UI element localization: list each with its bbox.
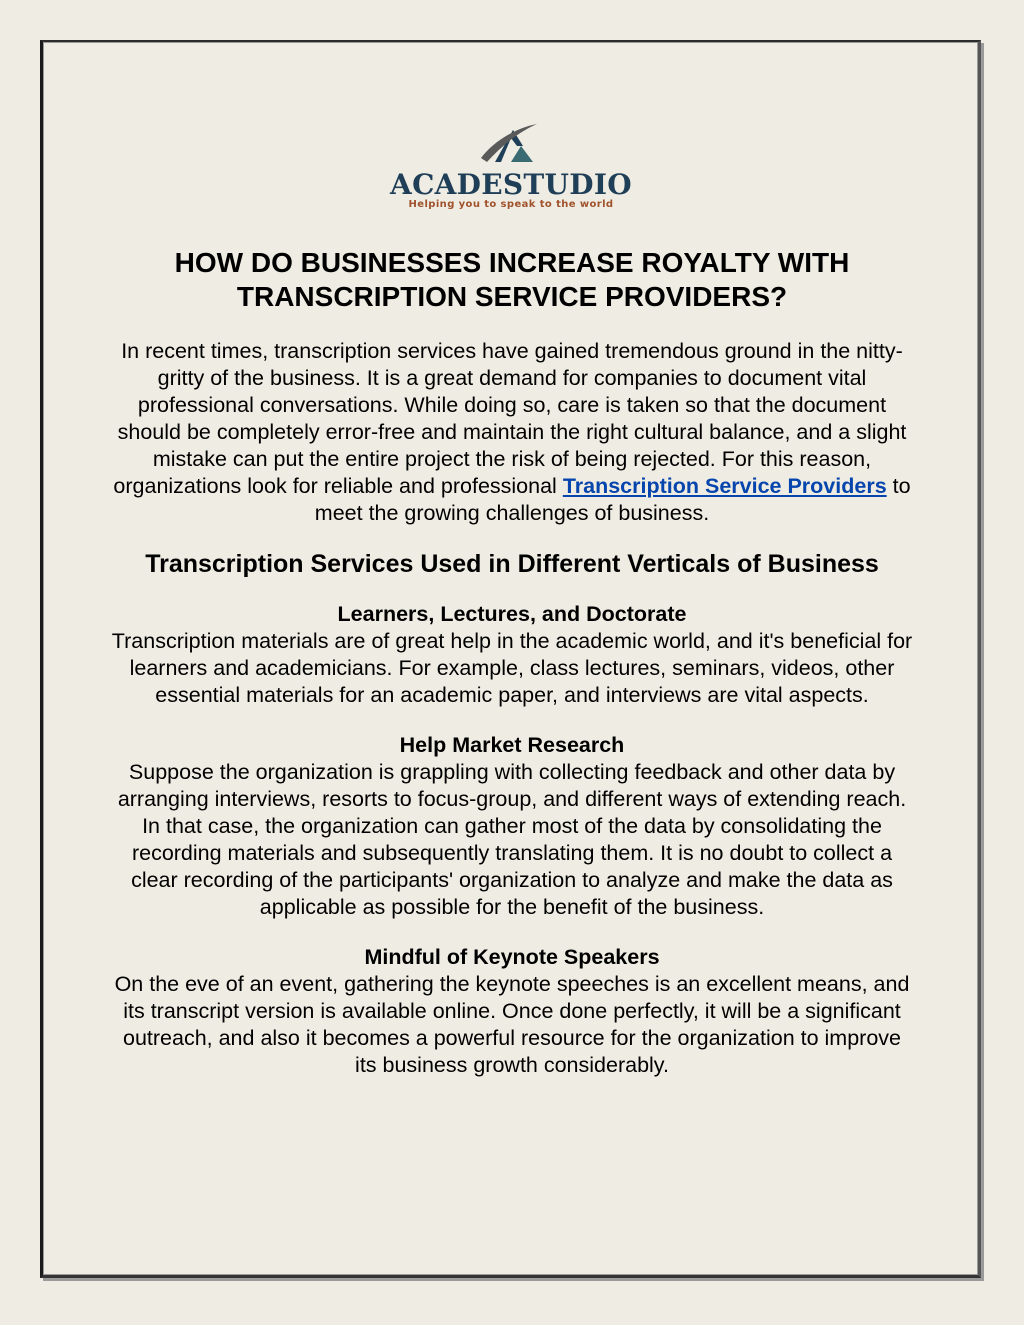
section-market-research (110, 732, 914, 921)
logo-tagline: Helping you to speak to the world (408, 199, 614, 210)
acadestudio-logo (380, 118, 642, 218)
logo-wordmark: ACADESTUDIO (390, 168, 632, 201)
section-subheading: Transcription Services Used in Different Verticals of Business (145, 550, 879, 578)
page-title: HOW DO BUSINESSES INCREASE ROYALTY WITH TRANSCRIPTION SERVICE PROVIDERS? (174, 247, 850, 312)
section-heading: Help Market Research (399, 733, 625, 757)
transcription-service-providers-link[interactable]: Transcription Service Providers (562, 474, 887, 498)
section-heading: Mindful of Keynote Speakers (364, 945, 660, 969)
intro-paragraph (110, 338, 914, 527)
intro-text-after: to meet the growing challenges of business. (314, 474, 911, 525)
section-heading: Learners, Lectures, and Doctorate (337, 602, 687, 626)
intro-text-before: In recent times, transcription services have gained tremendous ground in the nitty-gritty of the business. It is a great demand for companies to document vital professional conversations. While doing so, care is taken so that the document should be completely error-free and maintain the right cultural balance, and a slight mistake can put the entire project the risk of being rejected. For this reason, organizations look for reliable and professional (113, 339, 907, 498)
section-body: Transcription materials are of great help in the academic world, and it's beneficial for learners and academicians. For example, class lectures, seminars, videos, other essential materials for an academic paper, and interviews are vital aspects. (111, 629, 913, 707)
mountain-swoosh-icon (471, 118, 551, 170)
article (110, 246, 914, 1079)
section-keynote-speakers (110, 944, 914, 1079)
section-learners (110, 601, 914, 709)
section-body: On the eve of an event, gathering the keynote speeches is an excellent means, and its transcript version is available online. Once done perfectly, it will be a significant outreach, and also it becomes a powerful resource for the organization to improve its business growth considerably. (114, 972, 910, 1077)
section-body: Suppose the organization is grappling with collecting feedback and other data by arranging interviews, resorts to focus-group, and different ways of extending reach. In that case, the organization can gather most of the data by consolidating the recording materials and subsequently translating them. It is no doubt to collect a clear recording of the participants' organization to analyze and make the data as applicable as possible for the benefit of the business. (117, 760, 907, 919)
